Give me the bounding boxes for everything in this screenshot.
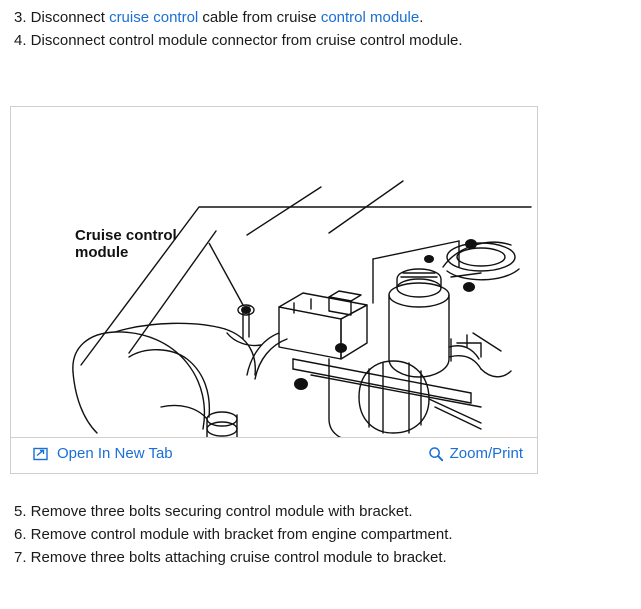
step-4-number: 4.: [14, 32, 27, 49]
callout-line-2: module: [75, 244, 129, 261]
steps-list-bottom: [14, 500, 624, 569]
steps-list-top: [14, 6, 624, 52]
step-3-text-b: cable from cruise: [198, 9, 321, 26]
figure-toolbar: [11, 437, 537, 473]
open-in-new-tab-button[interactable]: [33, 445, 173, 462]
callout-label-cruise-control-module: [75, 227, 177, 261]
step-item-4: [14, 29, 624, 52]
step-3-number: 3.: [14, 9, 27, 26]
cruise-control-module-diagram: [11, 107, 537, 437]
step-item-3: [14, 6, 624, 29]
zoom-print-button[interactable]: [428, 445, 523, 462]
figure-illustration: [11, 107, 537, 437]
open-in-new-tab-label: Open In New Tab: [57, 445, 173, 462]
step-4-text: Disconnect control module connector from cruise control module.: [26, 32, 463, 49]
callout-line-1: Cruise control: [75, 227, 177, 244]
new-tab-icon: [33, 446, 49, 462]
zoom-print-label: Zoom/Print: [449, 445, 523, 462]
step-3-text-a: Disconnect: [26, 9, 110, 26]
step-3-text-c: .: [419, 9, 424, 26]
magnifier-icon: [428, 446, 444, 462]
figure-panel: [10, 106, 538, 474]
step-item-5: 5. Remove three bolts securing control module with bracket.: [14, 503, 413, 520]
link-control-module[interactable]: control module: [320, 9, 420, 26]
link-cruise-control[interactable]: cruise control: [109, 9, 199, 26]
step-item-6: 6. Remove control module with bracket from engine compartment.: [14, 526, 453, 543]
step-item-7: 7. Remove three bolts attaching cruise control module to bracket.: [14, 549, 447, 566]
